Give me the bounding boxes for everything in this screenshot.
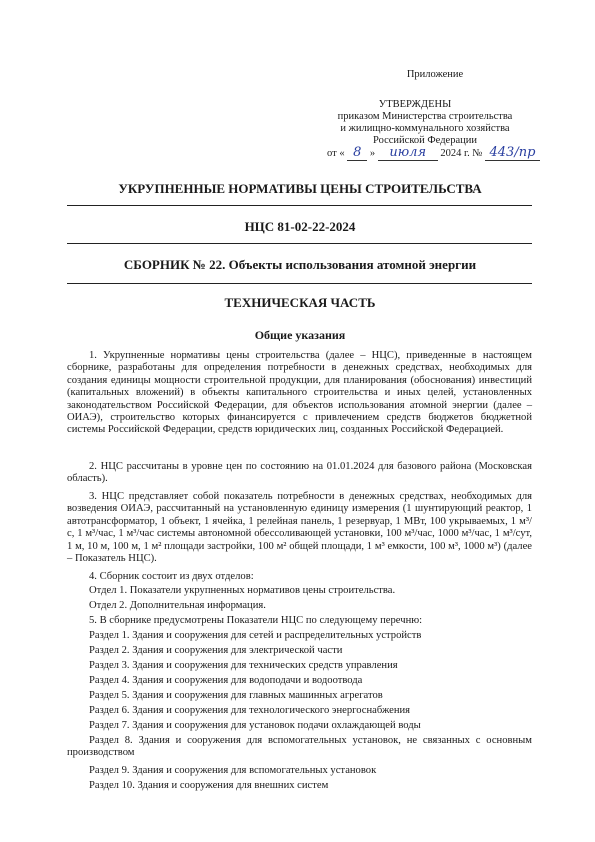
title-rule [67, 205, 532, 206]
section-item-10: Раздел 10. Здания и сооружения для внешних систем [89, 780, 329, 791]
department-2: Отдел 2. Дополнительная информация. [89, 600, 266, 611]
section-item-9: Раздел 9. Здания и сооружения для вспомогательных установок [89, 765, 377, 776]
paragraph-3: 3. НЦС представляет собой показатель потребности в денежных средствах, необходимых для возведения ОИАЭ, рассчитанный на установленную единицу измерения (1 шунтирующий реактор, 1 автотрансформатор, 1 объект, 1 ячейка, 1 релейная панель, 1 резервуар, 1 МВт, 100 укрываемых, 1 м³/с, 1 м³/час, 1 м³/час системы автономной обессоливающей установки, 100 м³/час, 1000 м³/час, 1 м³/сут, 1 м, 10 м, 100 м, 1 м² площади застройки, 100 м² общей площади, 1 м³ емкости, 100 м³, 1000 м³) (далее – Показатель НЦС). [67, 491, 532, 565]
paragraph-2: 2. НЦС рассчитаны в уровне цен по состоянию на 01.01.2024 для базового района (Московская область). [67, 461, 532, 485]
section-item: Раздел 3. Здания и сооружения для технических средств управления [89, 660, 398, 671]
document-title: УКРУПНЕННЫЕ НОРМАТИВЫ ЦЕНЫ СТРОИТЕЛЬСТВА [118, 181, 482, 196]
general-heading: Общие указания [254, 328, 346, 342]
document-code: НЦС 81-02-22-2024 [244, 219, 356, 234]
order-date-line [327, 145, 547, 163]
date-prefix: от « [327, 148, 345, 159]
order-line-1: приказом Министерства строительства [337, 111, 513, 122]
section-item: Раздел 4. Здания и сооружения для водоподачи и водоотвода [89, 675, 363, 686]
order-line-3: Российской Федерации [373, 135, 477, 146]
section-item: Раздел 1. Здания и сооружения для сетей и распределительных устройств [89, 630, 422, 641]
collection-title: СБОРНИК № 22. Объекты использования атомной энергии [123, 257, 477, 272]
approved-label: УТВЕРЖДЕНЫ [378, 99, 452, 110]
order-line-2: и жилищно-коммунального хозяйства [340, 123, 510, 134]
section-item: Раздел 5. Здания и сооружения для главных машинных агрегатов [89, 690, 383, 701]
appendix-label: Приложение [406, 69, 464, 80]
order-number: 443/пр [485, 145, 540, 161]
date-mid: » [369, 148, 376, 159]
paragraph-1: 1. Укрупненные нормативы цены строительства (далее – НЦС), приведенные в настоящем сборнике, разработаны для определения потребности в денежных средствах, необходимых для создания единицы мощности строительной продукции, для планирования (обоснования) инвестиций (капитальных вложений) в объекты капитального строительства и иных целей, установленных законодательством Российской Федерации, для объектов использования атомной энергии (далее – ОИАЭ), строительство которых финансируется с привлечением средств бюджетов бюджетной системы Российской Федерации, средств юридических лиц, созданных Российской Федерацией. [67, 350, 532, 436]
section-item-8: Раздел 8. Здания и сооружения для вспомогательных установок, не связанных с основным производством [67, 735, 532, 759]
date-month: июля [378, 145, 438, 161]
date-year: 2024 г. № [440, 148, 483, 159]
code-rule [67, 243, 532, 244]
paragraph-5: 5. В сборнике предусмотрены Показатели НЦС по следующему перечню: [89, 615, 423, 626]
department-1: Отдел 1. Показатели укрупненных нормативов цены строительства. [89, 585, 396, 596]
section-item: Раздел 2. Здания и сооружения для электрической части [89, 645, 343, 656]
section-item: Раздел 6. Здания и сооружения для технологического энергоснабжения [89, 705, 411, 716]
section-item: Раздел 7. Здания и сооружения для установок подачи охлаждающей воды [89, 720, 421, 731]
tech-part-heading: ТЕХНИЧЕСКАЯ ЧАСТЬ [224, 295, 376, 310]
paragraph-4: 4. Сборник состоит из двух отделов: [89, 571, 254, 582]
collection-rule [67, 283, 532, 284]
date-day: 8 [347, 145, 367, 161]
